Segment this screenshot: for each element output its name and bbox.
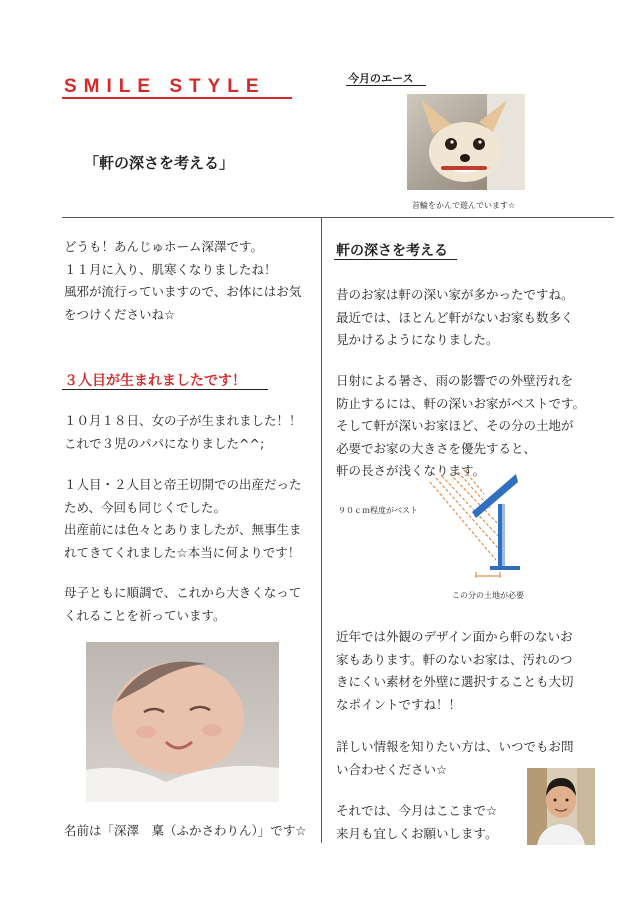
staff-photo: [527, 768, 595, 845]
text-line: 母子ともに順調で、これから大きくなって: [64, 585, 302, 600]
ace-underline: [346, 85, 426, 86]
header-divider: [62, 217, 614, 218]
sun-rays: [430, 470, 502, 560]
text-line: 最近では、ほとんど軒がないお家も数多く: [336, 309, 574, 325]
text-line: 軒の長さが浅くなります。: [336, 463, 486, 478]
wall-inner: [502, 504, 505, 568]
text-line: 出産前には色々とありましたが、無事生ま: [64, 522, 302, 537]
eaves-heading: 軒の深さを考える: [336, 243, 448, 259]
text-line: 昔のお家は軒の深い家が多かったですね。: [336, 287, 574, 302]
eaves-paragraph-2: [336, 370, 585, 483]
text-line: 来月も宜しくお願いします。: [336, 825, 498, 841]
text-line: そして軒が深いお家ほど、その分の土地が: [336, 418, 574, 433]
text-line: なポイントですね！！: [336, 696, 462, 712]
issue-title: 「軒の深さを考える」: [84, 154, 235, 172]
wall: [498, 504, 502, 568]
text-line: 日射による暑さ、雨の影響での外壁汚れを: [336, 373, 574, 388]
text-line: 見かけるようになりました。: [336, 332, 499, 347]
eaves-diagram: [420, 468, 520, 578]
baby-photo: [86, 642, 279, 802]
eaves-paragraph-1: [336, 284, 574, 352]
ace-label: 今月のエース: [348, 72, 414, 85]
baby-photo-caption: 名前は「深澤 稟（ふかさわりん）」です☆: [64, 823, 307, 838]
eaves-depth-label: ９０ｃｍ程度がベスト: [338, 506, 418, 515]
birth-heading-underline: [62, 389, 268, 390]
text-line: それでは、今月はここまで☆: [336, 803, 498, 818]
masthead-title: SMILE STYLE: [64, 76, 266, 97]
birth-paragraph-1: [64, 410, 302, 455]
text-line: 防止するには、軒の深いお家がベストです。: [336, 395, 586, 411]
text-line: ため、今回も同じくでした。: [64, 499, 227, 515]
column-divider: [321, 218, 322, 843]
dog-photo: [407, 94, 525, 190]
dog-photo-caption: 首輪をかんで遊んでいます☆: [412, 201, 516, 210]
text-line: 必要でお家の大きさを優先すると、: [336, 440, 537, 456]
text-line: １１月に入り、肌寒くなりましたね！: [64, 261, 277, 277]
text-line: 家もあります。軒のないお家は、汚れのつ: [336, 651, 573, 667]
text-line: １人目・２人目と帝王切開での出産だった: [64, 477, 302, 492]
land-required-label: この分の土地が必要: [452, 591, 524, 600]
text-line: 近年では外観のデザイン面から軒のないお: [336, 629, 573, 644]
eaves-heading-underline: [334, 259, 457, 260]
eaves-paragraph-3: [336, 626, 574, 716]
text-line: 風邪が流行っていますので、お体にはお気: [64, 284, 302, 299]
text-line: い合わせください☆: [336, 761, 448, 777]
text-line: くれることを祈っています。: [64, 607, 226, 623]
text-line: れてきてくれました☆本当に何よりです！: [64, 544, 301, 560]
text-line: をつけくださいね☆: [64, 306, 176, 322]
text-line: どうも！あんじゅホーム深澤です。: [64, 239, 264, 254]
text-line: １０月１８日、女の子が生まれました！！: [64, 413, 302, 428]
greeting-paragraph: [64, 236, 301, 326]
birth-paragraph-2: [64, 474, 302, 564]
closing-paragraph: [336, 800, 498, 845]
text-line: 詳しい情報を知りたい方は、いつでもお問: [336, 739, 574, 754]
birth-heading: ３人目が生まれましたです！: [64, 373, 246, 389]
ground: [490, 566, 520, 570]
birth-paragraph-3: [64, 582, 301, 627]
text-line: これで３児のパパになりました^^;: [64, 435, 265, 451]
text-line: きにくい素材を外壁に選択することも大切: [336, 674, 574, 689]
masthead-underline: [62, 97, 292, 99]
